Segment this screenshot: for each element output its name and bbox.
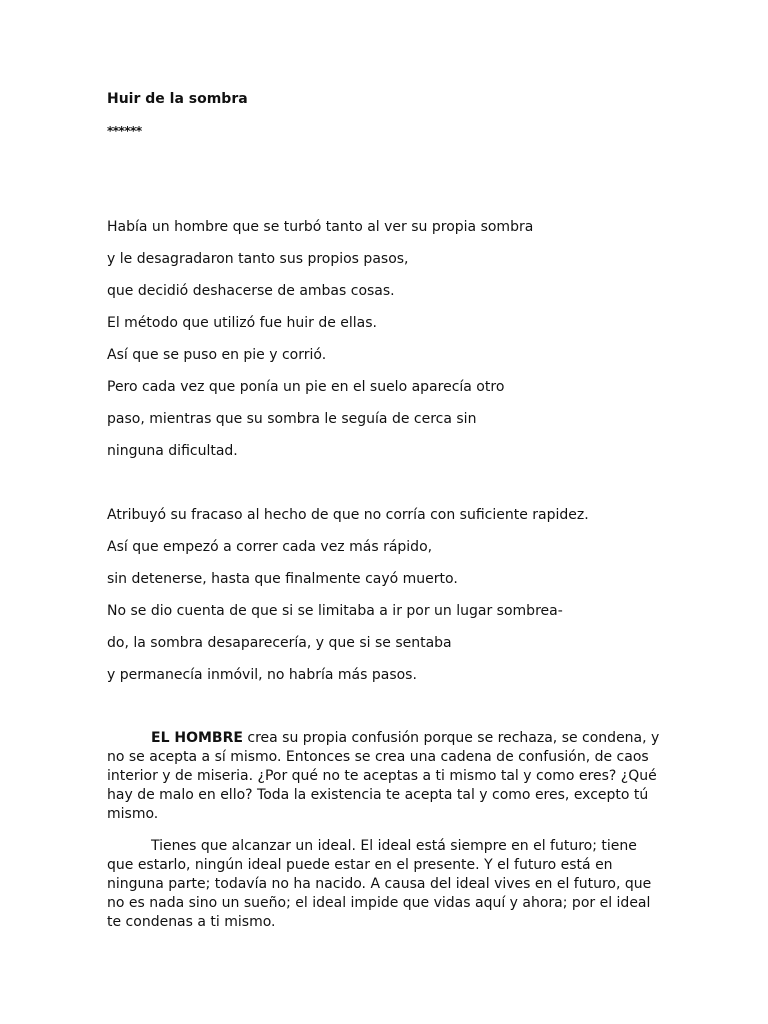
poem-line: Atribuyó su fracaso al hecho de que no corría con suficiente rapidez. bbox=[107, 507, 589, 523]
paragraph bbox=[107, 729, 663, 824]
poem-line: Pero cada vez que ponía un pie en el suelo aparecía otro bbox=[107, 379, 505, 395]
poem-stanza-1 bbox=[107, 217, 667, 473]
poem-line: y le desagradaron tanto sus propios pasos, bbox=[107, 251, 409, 267]
paragraph-lead: EL HOMBRE bbox=[151, 730, 243, 746]
document-title: Huir de la sombra bbox=[107, 91, 248, 107]
poem-line: No se dio cuenta de que si se limitaba a ir por un lugar sombrea- bbox=[107, 603, 563, 619]
prose-paragraph-1 bbox=[107, 729, 663, 824]
section-separator: ****** bbox=[107, 124, 142, 138]
poem-line: ninguna dificultad. bbox=[107, 443, 238, 459]
poem-line: sin detenerse, hasta que finalmente cayó muerto. bbox=[107, 571, 458, 587]
poem-line: do, la sombra desaparecería, y que si se sentaba bbox=[107, 635, 452, 651]
poem-stanza-2 bbox=[107, 505, 667, 697]
poem-line: Así que empezó a correr cada vez más rápido, bbox=[107, 539, 433, 555]
poem-line: y permanecía inmóvil, no habría más pasos. bbox=[107, 667, 417, 683]
poem-line: El método que utilizó fue huir de ellas. bbox=[107, 315, 377, 331]
poem-line: Así que se puso en pie y corrió. bbox=[107, 347, 327, 363]
paragraph-text: crea su propia confusión porque se rechaza, se condena, y no se acepta a sí mismo. Entonces se crea una cadena de confusión, de caos interior y de miseria. ¿Por qué no te aceptas a ti mismo tal y como eres? ¿Qué hay de malo en ello? Toda la existencia te acepta tal y como eres, excepto tú mismo. bbox=[107, 730, 660, 822]
paragraph bbox=[107, 837, 663, 932]
poem-line: que decidió deshacerse de ambas cosas. bbox=[107, 283, 395, 299]
poem-line: paso, mientras que su sombra le seguía de cerca sin bbox=[107, 411, 477, 427]
poem-line: Había un hombre que se turbó tanto al ver su propia sombra bbox=[107, 219, 534, 235]
paragraph-text: Tienes que alcanzar un ideal. El ideal está siempre en el futuro; tiene que estarlo, ningún ideal puede estar en el presente. Y el futuro está en ninguna parte; todavía no ha nacido. A causa del ideal vives en el futuro, que no es nada sino un sueño; el ideal impide que vidas aquí y ahora; por el ideal te condenas a ti mismo. bbox=[107, 838, 652, 930]
prose-paragraph-2 bbox=[107, 837, 663, 932]
